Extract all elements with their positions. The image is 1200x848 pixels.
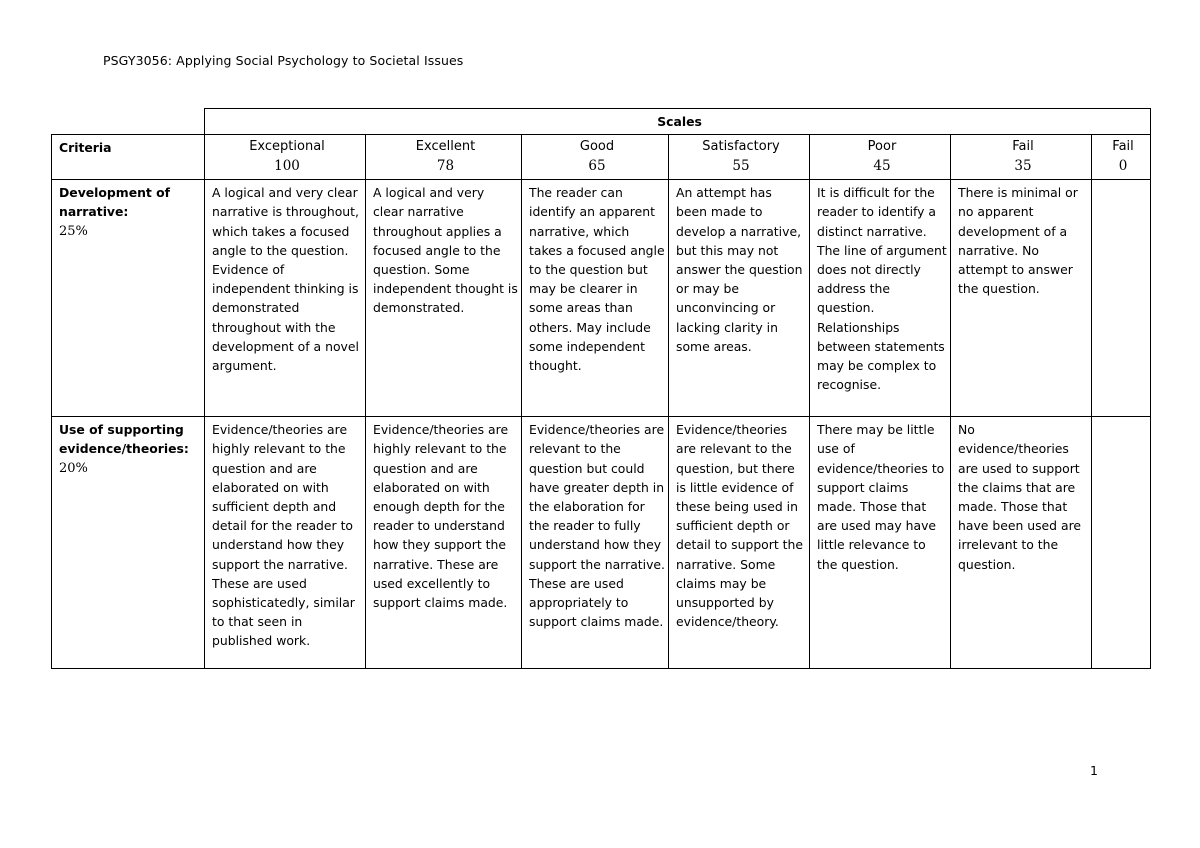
scale-name: Excellent (415, 139, 476, 155)
scale-header-satisfactory (669, 135, 810, 180)
descriptor-cell: Evidence/theories are relevant to the question but could have greater depth in the elaboration for the reader to fully understand how they support the narrative. These are used appropriately to support claims made. (522, 417, 669, 669)
scale-names-row (52, 135, 1151, 180)
descriptor-cell: Evidence/theories are highly relevant to the question and are elaborated on with enough depth for the reader to understand how they support the narrative. These are used excellently to support claims made. (366, 417, 522, 669)
descriptor-cell-empty (1092, 180, 1151, 417)
scale-name: Exceptional (249, 139, 325, 155)
scale-header-exceptional (205, 135, 366, 180)
descriptor-cell: Evidence/theories are highly relevant to the question and are elaborated on with sufficient depth and detail for the reader to understand how they support the narrative. These are used sophisticatedly, similar to that seen in published work. (205, 417, 366, 669)
scale-name: Satisfactory (702, 139, 780, 155)
scale-header-poor (810, 135, 951, 180)
scale-name: Poor (867, 139, 897, 155)
descriptor-cell: It is difficult for the reader to identify a distinct narrative. The line of argument does not directly address the question. Relationships between statements may be complex to recognise. (810, 180, 951, 417)
descriptor-cell: An attempt has been made to develop a narrative, but this may not answer the question or may be unconvincing or lacking clarity in some areas. (669, 180, 810, 417)
scale-header-fail-35 (951, 135, 1092, 180)
criterion-name: Use of supporting evidence/theories: (59, 422, 189, 457)
scale-header-good (522, 135, 669, 180)
criterion-weight: 20% (59, 460, 88, 476)
descriptor-cell-empty (1092, 417, 1151, 669)
scales-title: Scales (205, 109, 1151, 135)
scale-score: 100 (274, 158, 300, 175)
scales-header-row (52, 109, 1151, 135)
scale-name: Good (579, 139, 615, 155)
scale-score: 35 (1014, 158, 1032, 175)
scale-name: Fail (1112, 139, 1134, 155)
scale-name: Fail (1012, 139, 1034, 155)
document-header: PSGY3056: Applying Social Psychology to Societal Issues (103, 53, 464, 68)
descriptor-cell: There may be little use of evidence/theories to support claims made. Those that are used may have little relevance to the question. (810, 417, 951, 669)
criterion-cell (52, 180, 205, 417)
criteria-label: Criteria (52, 135, 205, 180)
descriptor-cell: No evidence/theories are used to support the claims that are made. Those that have been used are irrelevant to the question. (951, 417, 1092, 669)
scale-header-fail-0 (1092, 135, 1151, 180)
descriptor-cell: A logical and very clear narrative throughout applies a focused angle to the question. Some independent thought is demonstrated. (366, 180, 522, 417)
scale-score: 0 (1118, 158, 1128, 175)
blank-corner-cell (52, 109, 205, 135)
scale-header-excellent (366, 135, 522, 180)
descriptor-cell: There is minimal or no apparent development of a narrative. No attempt to answer the question. (951, 180, 1092, 417)
scale-score: 55 (732, 158, 750, 175)
rubric-table (51, 108, 1151, 669)
criterion-row-evidence (52, 417, 1151, 669)
page-number: 1 (1090, 763, 1098, 778)
descriptor-cell: Evidence/theories are relevant to the question, but there is little evidence of these being used in sufficient depth or detail to support the narrative. Some claims may be unsupported by evidence/theory. (669, 417, 810, 669)
criterion-row-narrative (52, 180, 1151, 417)
scale-score: 45 (873, 158, 891, 175)
scale-score: 78 (436, 158, 455, 175)
criterion-weight: 25% (59, 223, 88, 239)
criterion-cell (52, 417, 205, 669)
scale-score: 65 (588, 158, 606, 175)
descriptor-cell: A logical and very clear narrative is throughout, which takes a focused angle to the question. Evidence of independent thinking is demonstrated throughout with the development of a novel argument. (205, 180, 366, 417)
criterion-name: Development of narrative: (59, 185, 171, 220)
descriptor-cell: The reader can identify an apparent narrative, which takes a focused angle to the question but may be clearer in some areas than others. May include some independent thought. (522, 180, 669, 417)
